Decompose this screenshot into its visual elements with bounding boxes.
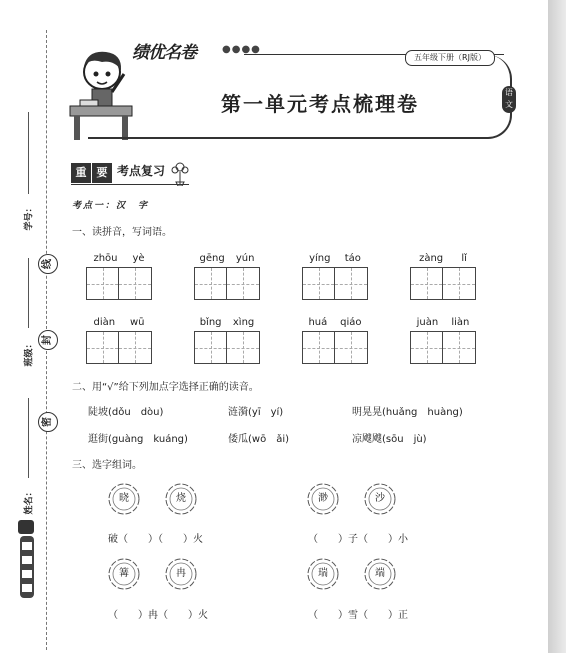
write-grid-3[interactable] xyxy=(302,267,368,300)
reading-item: 明晃晃(huǎng huàng) xyxy=(352,407,463,418)
pinyin-8: juàn liàn xyxy=(416,317,470,328)
page-title: 第一单元考点梳理卷 xyxy=(221,92,419,116)
fill-blanks-1[interactable]: 破（ ）（ ）火 xyxy=(108,534,203,545)
name-line xyxy=(28,398,29,478)
student-id-line xyxy=(28,112,29,194)
class-line xyxy=(28,258,29,328)
class-label: 班级： xyxy=(24,339,35,367)
write-grid-1[interactable] xyxy=(86,267,152,300)
write-grid-7[interactable] xyxy=(302,331,368,364)
char-flower: 烧 xyxy=(164,482,198,516)
pinyin-2: gēng yún xyxy=(199,253,255,264)
fill-blanks-3[interactable]: （ ）冉（ ）火 xyxy=(108,610,208,621)
reading-item: 陡坡(dǒu dòu) xyxy=(88,407,164,418)
side-logo-icon xyxy=(14,518,40,602)
flower-decoration-icon xyxy=(170,160,190,186)
write-grid-5[interactable] xyxy=(86,331,152,364)
reading-item: 涟漪(yī yí) xyxy=(228,407,284,418)
header-dots: ●●●● xyxy=(222,44,261,55)
char-flower: 晓 xyxy=(107,482,141,516)
page-edge xyxy=(548,0,566,653)
seal-mi: 密 xyxy=(38,412,58,432)
section-tag-2: 要 xyxy=(92,163,112,183)
char-flower: 篝 xyxy=(107,557,141,591)
write-grid-2[interactable] xyxy=(194,267,260,300)
question-1-title: 一、读拼音，写词语。 xyxy=(72,227,172,238)
question-3-title: 三、选字组词。 xyxy=(72,460,142,471)
brand-logo: 绩优名卷 xyxy=(132,43,196,63)
write-grid-8[interactable] xyxy=(410,331,476,364)
question-2-title: 二、用“√”给下列加点字选择正确的读音。 xyxy=(72,382,259,393)
pinyin-6: bǐng xìng xyxy=(199,317,255,328)
char-flower: 冉 xyxy=(164,557,198,591)
pinyin-1: zhōu yè xyxy=(93,253,145,264)
subject-tab: 语文 xyxy=(502,86,516,113)
name-label: 姓名： xyxy=(24,487,35,515)
pinyin-5: diàn wū xyxy=(93,317,145,328)
section-heading xyxy=(71,161,165,183)
char-flower: 渺 xyxy=(306,482,340,516)
section-underline xyxy=(71,184,189,185)
reading-item: 凉飕飕(sōu jù) xyxy=(352,434,427,445)
point-heading: 考点一：汉 字 xyxy=(72,201,150,211)
student-id-label: 学号： xyxy=(24,203,35,231)
pinyin-7: huá qiáo xyxy=(308,317,362,328)
char-flower: 沙 xyxy=(363,482,397,516)
pinyin-3: yíng táo xyxy=(309,253,361,264)
pinyin-4: zàng lǐ xyxy=(419,253,467,264)
section-tag-1: 重 xyxy=(71,163,91,183)
fill-blanks-2[interactable]: （ ）子（ ）小 xyxy=(308,534,408,545)
seal-feng: 封 xyxy=(38,330,58,350)
char-flower: 端 xyxy=(363,557,397,591)
grade-badge: 五年级下册（RJ版） xyxy=(405,50,495,66)
write-grid-4[interactable] xyxy=(410,267,476,300)
seal-xian: 线 xyxy=(38,254,58,274)
write-grid-6[interactable] xyxy=(194,331,260,364)
fill-blanks-4[interactable]: （ ）雪（ ）正 xyxy=(308,610,408,621)
char-flower: 瑞 xyxy=(306,557,340,591)
section-title: 考点复习 xyxy=(117,164,166,178)
reading-item: 倭瓜(wō ǎi) xyxy=(228,434,290,445)
reading-item: 逛街(guàng kuáng) xyxy=(88,434,188,445)
